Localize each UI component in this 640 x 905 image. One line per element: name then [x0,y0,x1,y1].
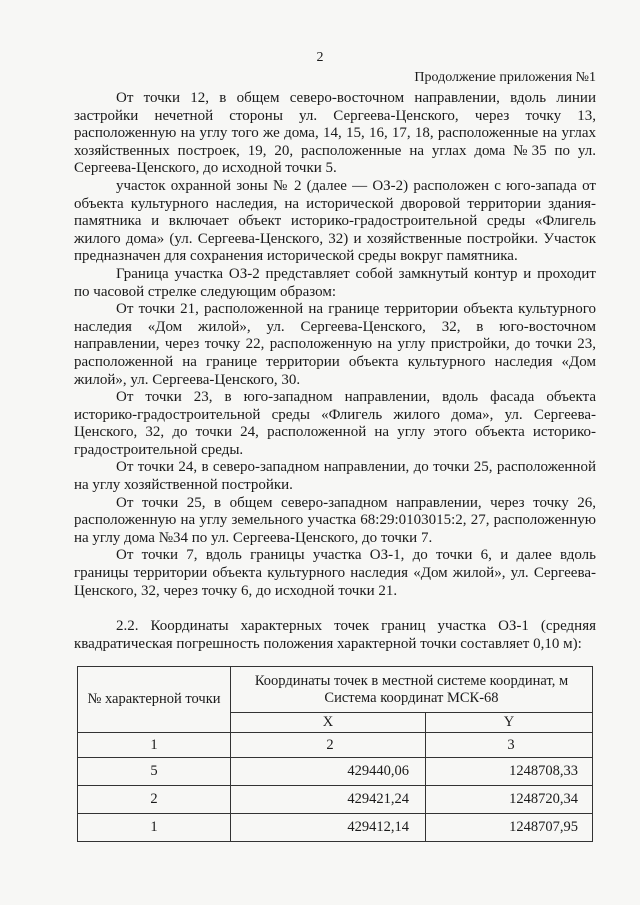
point-number-cell: 1 [78,814,231,842]
document-body [74,90,596,653]
column-number-cell: 1 [78,733,231,758]
coords-header-line1: Координаты точек в местной системе координат, м [254,672,569,689]
paragraph-2: участок охранной зоны № 2 (далее — ОЗ-2) расположен с юго-запада от объекта культурного наследия, на исторической дворовой территории здания-памятника и включает объект историко-градостроительной среды «Флигель жилого дома» (ул. Сергеева-Ценского, 32) и хозяйственные постройки. Участок предназначен для сохранения исторической среды вокруг памятника. [74,177,596,265]
coords-header-line2: Система координат МСК-68 [324,689,499,706]
y-coordinate-cell: 1248720,34 [426,786,593,814]
x-coordinate-cell: 429412,14 [231,814,426,842]
paragraph-4: От точки 21, расположенной на границе территории объекта культурного наследия «Дом жилой», ул. Сергеева-Ценского, 32, в юго-восточном направлении, через точку 22, расположенную на углу пристройки, до точки 23, расположенной на границе территории объекта культурного наследия «Дом жилой», ул. Сергеева-Ценского, 30. [74,301,596,388]
y-column-header: Y [426,713,593,733]
coords-system-header [231,667,593,713]
column-number-cell: 2 [231,733,426,758]
paragraph-8: От точки 7, вдоль границы участка ОЗ-1, до точки 6, и далее вдоль границы территории объекта культурного наследия «Дом жилой», ул. Сергеева-Ценского, 32, через точку 6, до исходной точки 21. [74,547,596,599]
x-coordinate-cell: 429440,06 [231,758,426,786]
table-row [78,786,593,814]
paragraph-5: От точки 23, в юго-западном направлении, вдоль фасада объекта историко-градостроительной среды «Флигель жилого дома», ул. Сергеева-Ценского, 32, до точки 24, расположенной на углу этого объекта историко-градостроительной среды. [74,389,596,458]
x-coordinate-cell: 429421,24 [231,786,426,814]
column-numbering-row [78,733,593,758]
x-column-header: X [231,713,426,733]
section-2-2-heading: 2.2. Координаты характерных точек границ участка ОЗ-1 (средняя квадратическая погрешность положения характерной точки составляет 0,10 м): [74,618,596,652]
point-number-cell: 5 [78,758,231,786]
table-row [78,758,593,786]
table-row [78,814,593,842]
paragraph-1: От точки 12, в общем северо-восточном направлении, вдоль линии застройки нечетной стороны ул. Сергеева-Ценского, через точку 13, расположенную на углу того же дома, 14, 15, 16, 17, 18, расположенные на углах хозяйственных построек, 19, 20, расположенные на углах дома №35 по ул. Сергеева-Ценского, до исходной точки 5. [74,90,596,177]
y-coordinate-cell: 1248707,95 [426,814,593,842]
page-number: 2 [316,50,324,65]
paragraph-6: От точки 24, в северо-западном направлении, до точки 25, расположенной на углу хозяйственной постройки. [74,459,596,494]
paragraph-7: От точки 25, в общем северо-западном направлении, через точку 26, расположенную на углу земельного участка 68:29:0103015:2, 27, расположенную на углу дома №34 по ул. Сергеева-Ценского, до точки 7. [74,494,596,546]
column-number-cell: 3 [426,733,593,758]
appendix-note: Продолжение приложения №1 [414,70,596,85]
paragraph-3: Граница участка ОЗ-2 представляет собой замкнутый контур и проходит по часовой стрелке следующим образом: [74,265,596,300]
point-number-cell: 2 [78,786,231,814]
y-coordinate-cell: 1248708,33 [426,758,593,786]
coordinates-table [77,666,593,842]
point-number-header: № характерной точки [78,667,231,733]
